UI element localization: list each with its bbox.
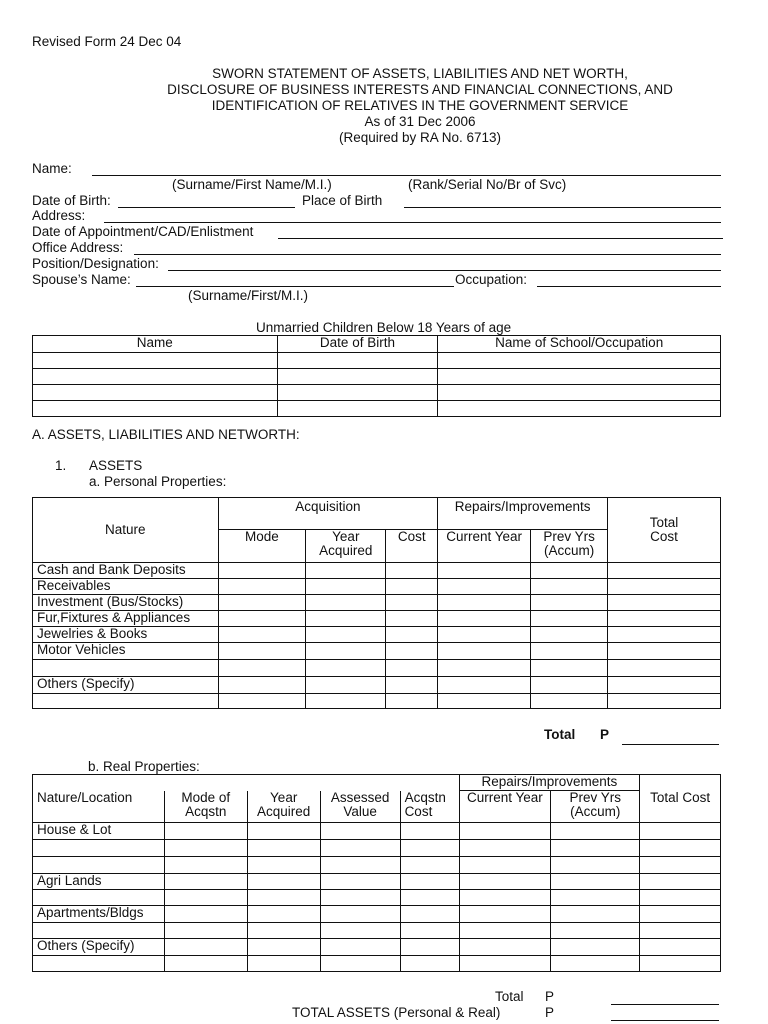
table-row — [33, 579, 721, 595]
children-header-school: Name of School/Occupation — [438, 336, 721, 353]
header-nature: Nature — [33, 498, 219, 563]
total-assets-peso: P — [545, 1005, 555, 1020]
form-revision: Revised Form 24 Dec 04 — [32, 34, 182, 49]
title-line-5: (Required by RA No. 6713) — [338, 130, 502, 145]
dob-field[interactable] — [118, 207, 295, 208]
row-label — [33, 694, 219, 709]
personal-properties-table — [32, 497, 721, 709]
row-label: Others (Specify) — [33, 677, 219, 694]
header-current-year: Current Year — [438, 530, 531, 563]
row-label: Jewelries & Books — [33, 627, 219, 643]
spouse-field[interactable] — [136, 286, 454, 287]
header-acquisition: Acquisition — [218, 498, 438, 530]
real-header-nature: Nature/Location — [33, 791, 165, 823]
dob-label: Date of Birth: — [32, 193, 111, 208]
row-label: Cash and Bank Deposits — [33, 563, 219, 579]
table-row — [33, 840, 721, 857]
occupation-field[interactable] — [537, 286, 721, 287]
appointment-label: Date of Appointment/CAD/Enlistment — [32, 224, 254, 239]
real-header-repairs: Repairs/Improvements — [459, 775, 640, 791]
total-assets-label: TOTAL ASSETS (Personal & Real) — [292, 1005, 501, 1020]
table-row — [33, 956, 721, 972]
section-a-heading: A. ASSETS, LIABILITIES AND NETWORTH: — [32, 427, 300, 442]
table-row — [33, 906, 721, 923]
table-row — [33, 874, 721, 890]
header-mode: Mode — [218, 530, 306, 563]
real-header-acq-cost: Acqstn Cost — [400, 791, 459, 823]
position-field[interactable] — [168, 270, 721, 271]
row-label — [33, 857, 165, 874]
header-prev-yrs: Prev Yrs (Accum) — [531, 530, 608, 563]
name-field[interactable] — [92, 175, 721, 176]
office-field[interactable] — [134, 254, 721, 255]
table-row — [33, 595, 721, 611]
address-label: Address: — [32, 208, 86, 223]
header-total-cost: Total Cost — [608, 498, 721, 563]
table-row — [33, 694, 721, 709]
total-assets-field[interactable] — [611, 1020, 719, 1021]
table-row — [33, 401, 721, 417]
row-label — [33, 840, 165, 857]
pob-field[interactable] — [404, 207, 721, 208]
table-row — [33, 369, 721, 385]
children-header-name: Name — [33, 336, 278, 353]
real-header-year: Year Acquired — [247, 791, 320, 823]
name-label: Name: — [32, 161, 72, 176]
row-label: Motor Vehicles — [33, 643, 219, 660]
real-header-prev: Prev Yrs (Accum) — [551, 791, 640, 823]
personal-total-field[interactable] — [622, 744, 719, 745]
real-properties-heading: b. Real Properties: — [88, 759, 200, 774]
table-row — [33, 563, 721, 579]
row-label: Fur,Fixtures & Appliances — [33, 611, 219, 627]
real-header-current: Current Year — [459, 791, 551, 823]
table-row — [33, 660, 721, 677]
row-label — [33, 923, 165, 939]
table-row — [33, 611, 721, 627]
table-row — [33, 857, 721, 874]
table-row — [33, 677, 721, 694]
assets-number: 1. — [55, 458, 67, 473]
real-header-assessed: Assessed Value — [320, 791, 400, 823]
table-row — [33, 939, 721, 956]
personal-properties-heading: a. Personal Properties: — [89, 474, 227, 489]
header-repairs: Repairs/Improvements — [438, 498, 608, 530]
row-label — [33, 956, 165, 972]
real-header-total-cost: Total Cost — [640, 791, 721, 823]
real-total-peso: P — [545, 989, 555, 1004]
row-label: Investment (Bus/Stocks) — [33, 595, 219, 611]
row-label — [33, 890, 165, 906]
table-row — [33, 923, 721, 939]
real-properties-table — [32, 774, 721, 972]
position-label: Position/Designation: — [32, 256, 159, 271]
table-row — [33, 353, 721, 369]
assets-heading: ASSETS — [89, 458, 143, 473]
title-line-4: As of 31 Dec 2006 — [364, 114, 476, 129]
header-year-acquired: Year Acquired — [306, 530, 386, 563]
children-header-dob: Date of Birth — [277, 336, 438, 353]
row-label: Receivables — [33, 579, 219, 595]
title-line-3: IDENTIFICATION OF RELATIVES IN THE GOVERNMENT SERVICE — [211, 98, 629, 113]
children-table — [32, 335, 721, 417]
real-header-mode: Mode of Acqstn — [164, 791, 247, 823]
table-row — [33, 890, 721, 906]
row-label — [33, 660, 219, 677]
form-title — [0, 66, 768, 146]
row-label: House & Lot — [33, 823, 165, 840]
occupation-label: Occupation: — [455, 272, 528, 287]
table-row — [33, 823, 721, 840]
children-title: Unmarried Children Below 18 Years of age — [256, 320, 512, 335]
spouse-label: Spouse’s Name: — [32, 272, 131, 287]
header-cost: Cost — [386, 530, 438, 563]
row-label: Agri Lands — [33, 874, 165, 890]
table-row — [33, 627, 721, 643]
personal-total-peso: P — [600, 727, 610, 742]
personal-total-label: Total — [544, 727, 576, 742]
table-row — [33, 385, 721, 401]
address-field[interactable] — [104, 222, 721, 223]
table-row — [33, 643, 721, 660]
spouse-hint: (Surname/First/M.I.) — [188, 288, 309, 303]
row-label: Apartments/Bldgs — [33, 906, 165, 923]
appointment-field[interactable] — [278, 238, 723, 239]
title-line-2: DISCLOSURE OF BUSINESS INTERESTS AND FINANCIAL CONNECTIONS, AND — [167, 82, 673, 97]
rank-hint: (Rank/Serial No/Br of Svc) — [408, 177, 567, 192]
pob-label: Place of Birth — [302, 193, 383, 208]
real-total-field[interactable] — [611, 1004, 719, 1005]
row-label: Others (Specify) — [33, 939, 165, 956]
name-hint: (Surname/First Name/M.I.) — [172, 177, 332, 192]
office-label: Office Address: — [32, 240, 124, 255]
real-total-label: Total — [495, 989, 524, 1004]
title-line-1: SWORN STATEMENT OF ASSETS, LIABILITIES AND NET WORTH, — [212, 66, 628, 81]
